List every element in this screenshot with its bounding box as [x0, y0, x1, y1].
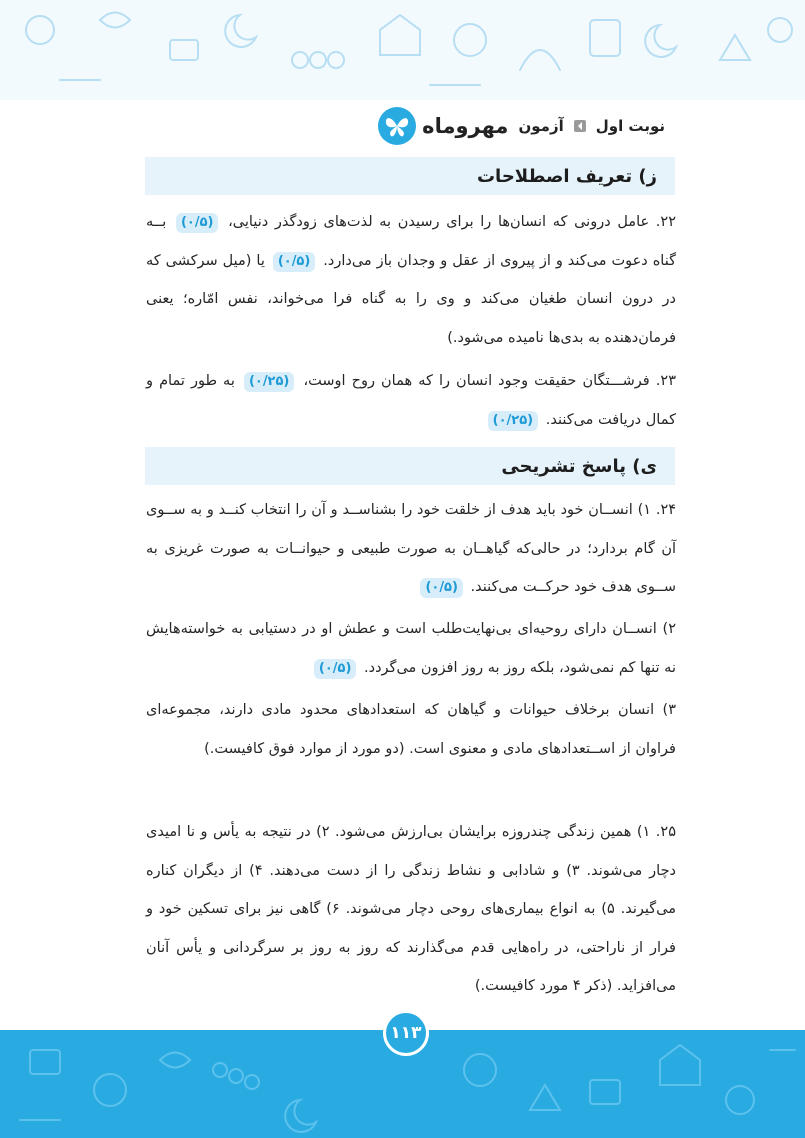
paragraph-text: ۳) انسان برخلاف حیوانات و گیاهان که استعدادهای محدود مادی دارند، مجموعه‌ای فراوان از اســتعدادهای مادی و معنوی است. (دو مورد از موارد فوق کافیست.)	[146, 702, 676, 757]
doodle-pattern-top	[0, 0, 805, 100]
score-badge: (۰/۵)	[420, 578, 463, 598]
breadcrumb-item-exam: آزمون	[518, 117, 564, 135]
section-header-descriptive	[145, 447, 675, 485]
answer-23	[146, 362, 676, 439]
paragraph-text: بــه گناه دعوت می‌کند و از پیروی از عقل و وجدان باز می‌دارد.	[146, 214, 676, 269]
paragraph-text: ۲۲. عامل درونی که انسان‌ها را برای رسیدن به لذت‌های زودگذر دنیایی،	[221, 214, 676, 230]
paragraph-text: ۲۳. فرشـــتگان حقیقت وجود انسان را که همان روح اوست،	[297, 373, 676, 389]
paragraph-text: یا (میل سرکشی که در درون انسان طغیان می‌کند و وی را به گناه فرا می‌خواند، نفس امّاره؛ یعنی فرمان‌دهنده به بدی‌ها نامیده می‌شود.)	[146, 252, 676, 346]
paragraph-text: به طور تمام و کمال دریافت می‌کنند.	[146, 373, 676, 428]
section-title: ی) پاسخ تشریحی	[501, 455, 657, 477]
answer-24-item-2	[146, 610, 676, 687]
answer-25	[146, 813, 676, 1006]
brand	[378, 107, 508, 145]
score-badge: (۰/۵)	[176, 213, 219, 233]
paragraph-text: ۲۴. ۱) انســان خود باید هدف از خلقت خود را بشناســد و آن را انتخاب کنــد و به ســوی آن گام بردارد؛ در حالی‌که گیاهــان به صورت طبیعی و حیوانــات به صورت غریزی به ســوی هدف خود حرکــت می‌کنند.	[146, 502, 677, 595]
answer-24-item-3	[146, 691, 676, 768]
answer-24-item-1	[146, 491, 676, 607]
section-header-definitions	[145, 157, 675, 195]
score-badge: (۰/۵)	[314, 659, 357, 679]
breadcrumb-separator-icon	[574, 120, 586, 132]
answer-22	[146, 203, 676, 357]
score-badge: (۰/۲۵)	[244, 372, 294, 392]
breadcrumb-item-round: نوبت اول	[595, 117, 665, 135]
page-number: ۱۱۳	[383, 1010, 429, 1056]
butterfly-logo-icon	[378, 107, 416, 145]
paragraph-text: ۲۵. ۱) همین زندگی چندروزه برایشان بی‌ارزش می‌شود. ۲) در نتیجه به یأس و نا امیدی دچار می‌شوند. ۳) و شادابی و نشاط زندگی را از دست می‌دهند. ۴) از دیگران کناره می‌گیرند. ۵) به انواع بیماری‌های روحی دچار می‌شوند. ۶) گاهی نیز برای تسکین خود و فرار از ناراحتی، در راه‌هایی قدم می‌گذارند که روز به روز بر سرگردانی و یأس آنان می‌افزاید. (ذکر ۴ مورد کافیست.)	[146, 824, 676, 994]
score-badge: (۰/۲۵)	[488, 411, 538, 431]
top-decorative-band	[0, 0, 805, 100]
section-title: ز) تعریف اصطلاحات	[476, 165, 657, 187]
score-badge: (۰/۵)	[273, 252, 316, 272]
paragraph-text: ۲) انســان دارای روحیه‌ای بی‌نهایت‌طلب است و عطش او در دستیابی به خواسته‌هایش نه تنها کم نمی‌شود، بلکه روز به روز افزون می‌گردد.	[146, 621, 676, 676]
page-header	[378, 104, 665, 148]
brand-name: مهروماه	[422, 114, 509, 138]
